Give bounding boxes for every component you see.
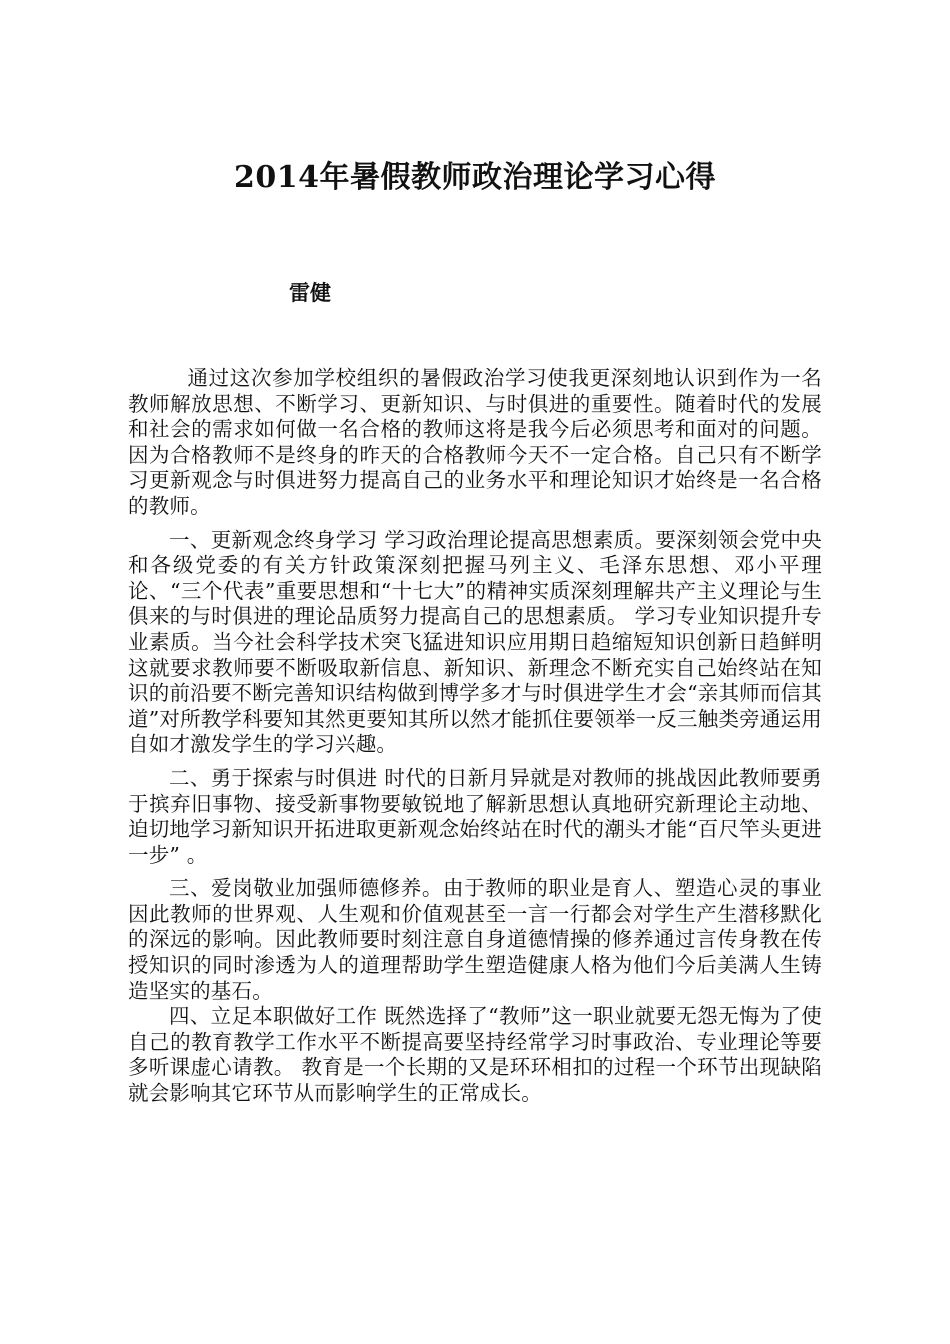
document-author: 雷健: [289, 280, 331, 305]
paragraph-section-1: 一、更新观念终身学习 学习政治理论提高思想素质。要深刻领会党中央和各级党委的有关方针政策深刻把握马列主义、毛泽东思想、邓小平理论、“三个代表”重要思想和“十七大”的精神实质深刻理解共产主义理论与生俱来的与时俱进的理论品质努力提高自己的思想素质。 学习专业知识提升专业素质。当今社会科学技术突飞猛进知识应用期日趋缩短知识创新日趋鲜明这就要求教师要不断吸取新信息、新知识、新理念不断充实自己始终站在知识的前沿要不断完善知识结构做到博学多才与时俱进学生才会“亲其师而信其道”对所教学科要知其然更要知其所以然才能抓住要领举一反三触类旁通运用自如才激发学生的学习兴趣。: [128, 527, 822, 757]
document-title: 2014年暑假教师政治理论学习心得: [234, 160, 716, 195]
paragraph-section-3: 三、爱岗敬业加强师德修养。由于教师的职业是育人、塑造心灵的事业因此教师的世界观、人生观和价值观甚至一言一行都会对学生产生潜移默化的深远的影响。因此教师要时刻注意自身道德情操的修养通过言传身教在传授知识的同时渗透为人的道理帮助学生塑造健康人格为他们今后美满人生铸造坚实的基石。: [128, 876, 822, 1003]
paragraph-intro: 通过这次参加学校组织的暑假政治学习使我更深刻地认识到作为一名教师解放思想、不断学习、更新知识、与时俱进的重要性。随着时代的发展和社会的需求如何做一名合格的教师这将是我今后必须思考和面对的问题。因为合格教师不是终身的昨天的合格教师今天不一定合格。自己只有不断学习更新观念与时俱进努力提高自己的业务水平和理论知识才始终是一名合格的教师。: [128, 366, 822, 518]
document-body: [128, 366, 822, 1107]
paragraph-section-4: 四、立足本职做好工作 既然选择了“教师”这一职业就要无怨无悔为了使自己的教育教学工作水平不断提高要坚持经常学习时事政治、专业理论等要多听课虚心请教。 教育是一个长期的又是环环相扣的过程一个环节出现缺陷就会影响其它环节从而影响学生的正常成长。: [128, 1004, 822, 1106]
paragraph-section-2: 二、勇于探索与时俱进 时代的日新月异就是对教师的挑战因此教师要勇于摈弃旧事物、接受新事物要敏锐地了解新思想认真地研究新理论主动地、迫切地学习新知识开拓进取更新观念始终站在时代的潮头才能“百尺竿头更进一步” 。: [128, 765, 822, 867]
